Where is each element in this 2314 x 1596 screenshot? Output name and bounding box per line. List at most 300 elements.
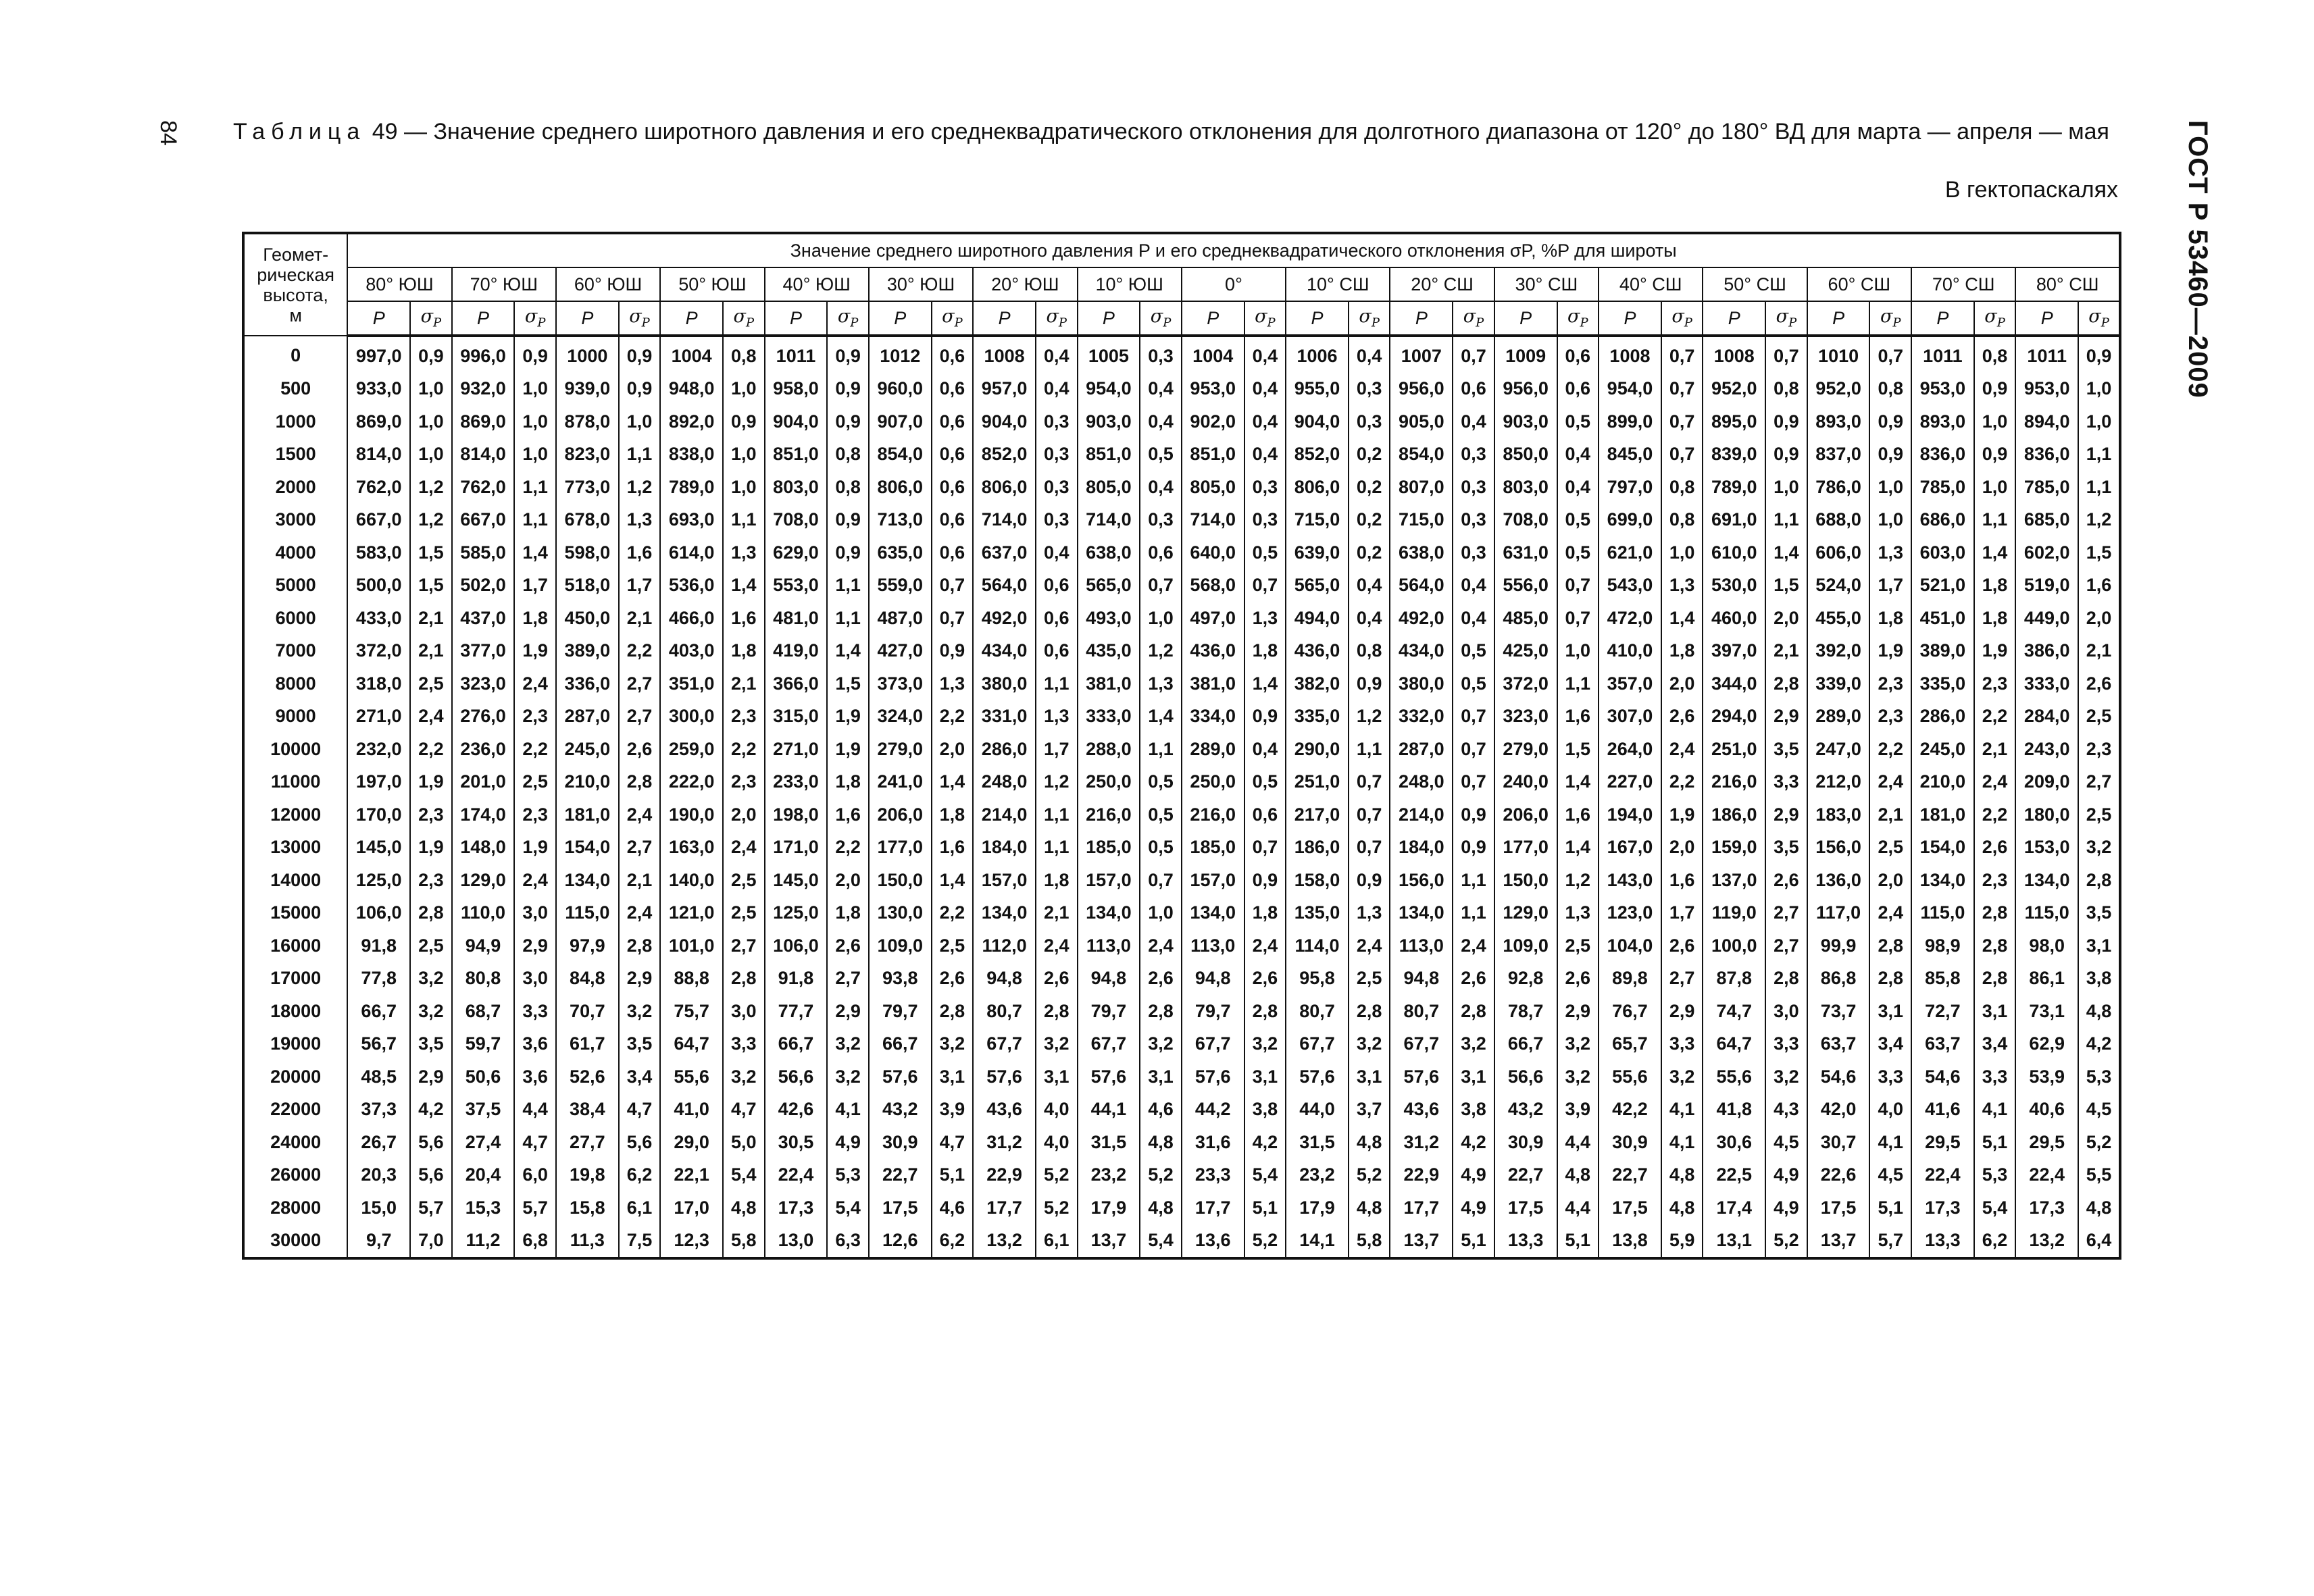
- height-cell: 1500: [243, 438, 347, 471]
- pressure-cell: 635,0: [869, 536, 932, 569]
- sigma-index: P: [954, 315, 963, 330]
- sigma-cell: 1,1: [1036, 831, 1078, 865]
- sigma-cell: 0,9: [2078, 336, 2120, 373]
- pressure-cell: 565,0: [1286, 569, 1349, 602]
- pressure-cell: 125,0: [347, 864, 410, 897]
- sigma-cell: 2,5: [2078, 700, 2120, 733]
- pressure-cell: 568,0: [1182, 569, 1244, 602]
- sigma-cell: 2,7: [827, 962, 869, 996]
- latitude-header: 10° ЮШ: [1078, 267, 1182, 301]
- sigma-cell: 1,2: [2078, 504, 2120, 537]
- pressure-cell: 907,0: [869, 405, 932, 438]
- pressure-cell: 245,0: [556, 733, 619, 766]
- pressure-cell: 487,0: [869, 602, 932, 635]
- pressure-subheader: P: [660, 301, 723, 336]
- sigma-cell: 0,9: [1349, 864, 1390, 897]
- sigma-cell: 2,6: [1140, 962, 1182, 996]
- pressure-cell: 894,0: [2015, 405, 2078, 438]
- pressure-cell: 20,3: [347, 1159, 410, 1192]
- pressure-cell: 451,0: [1911, 602, 1974, 635]
- pressure-cell: 245,0: [1911, 733, 1974, 766]
- sigma-cell: 0,5: [1453, 667, 1494, 700]
- pressure-cell: 17,7: [1390, 1191, 1453, 1225]
- sigma-cell: 0,5: [1140, 798, 1182, 831]
- pressure-cell: 960,0: [869, 373, 932, 406]
- pressure-cell: 41,8: [1703, 1093, 1765, 1127]
- sigma-cell: 3,2: [1140, 1028, 1182, 1061]
- pressure-cell: 318,0: [347, 667, 410, 700]
- pressure-cell: 134,0: [973, 897, 1036, 930]
- pressure-cell: 153,0: [2015, 831, 2078, 865]
- pressure-cell: 543,0: [1599, 569, 1661, 602]
- sigma-cell: 0,4: [1036, 373, 1078, 406]
- pressure-cell: 17,3: [2015, 1191, 2078, 1225]
- sigma-cell: 0,7: [1349, 766, 1390, 799]
- pressure-cell: 996,0: [452, 336, 515, 373]
- pressure-table: [242, 232, 2121, 1260]
- sigma-symbol: σ: [1359, 306, 1372, 328]
- pressure-cell: 94,8: [1078, 962, 1140, 996]
- sigma-cell: 0,7: [1557, 602, 1599, 635]
- sigma-cell: 2,6: [1557, 962, 1599, 996]
- pressure-cell: 80,7: [973, 995, 1036, 1028]
- sigma-cell: 0,6: [932, 471, 974, 504]
- sigma-cell: 4,5: [1765, 1126, 1807, 1159]
- pressure-cell: 518,0: [556, 569, 619, 602]
- corner-line: Геомет-: [263, 244, 329, 265]
- sigma-cell: 2,5: [410, 667, 452, 700]
- pressure-cell: 714,0: [1182, 504, 1244, 537]
- sigma-cell: 3,2: [619, 995, 661, 1028]
- sigma-cell: 1,1: [1453, 864, 1494, 897]
- pressure-cell: 1006: [1286, 336, 1349, 373]
- table-row: [243, 536, 2120, 569]
- height-cell: 13000: [243, 831, 347, 865]
- pressure-cell: 12,6: [869, 1225, 932, 1259]
- pressure-cell: 893,0: [1911, 405, 1974, 438]
- sigma-cell: 1,0: [514, 438, 556, 471]
- pressure-cell: 129,0: [452, 864, 515, 897]
- sigma-cell: 0,3: [1453, 438, 1494, 471]
- sigma-cell: 2,6: [1244, 962, 1286, 996]
- pressure-cell: 134,0: [1078, 897, 1140, 930]
- sigma-cell: 3,2: [1349, 1028, 1390, 1061]
- pressure-cell: 715,0: [1286, 504, 1349, 537]
- sigma-cell: 2,4: [1869, 897, 1911, 930]
- sigma-cell: 0,4: [1244, 405, 1286, 438]
- sigma-cell: 2,8: [1036, 995, 1078, 1028]
- height-cell: 8000: [243, 667, 347, 700]
- subheader-row: [243, 301, 2120, 336]
- sigma-symbol: σ: [524, 306, 538, 328]
- sigma-cell: 2,8: [1349, 995, 1390, 1028]
- sigma-cell: 0,4: [1557, 471, 1599, 504]
- sigma-cell: 4,9: [1453, 1191, 1494, 1225]
- sigma-cell: 4,1: [1974, 1093, 2016, 1127]
- sigma-cell: 1,4: [514, 536, 556, 569]
- sigma-index: P: [433, 315, 442, 330]
- pressure-cell: 631,0: [1494, 536, 1557, 569]
- sigma-cell: 4,4: [1557, 1126, 1599, 1159]
- pressure-cell: 932,0: [452, 373, 515, 406]
- pressure-cell: 839,0: [1703, 438, 1765, 471]
- sigma-cell: 2,2: [514, 733, 556, 766]
- sigma-cell: 0,4: [1244, 733, 1286, 766]
- sigma-cell: 2,4: [619, 897, 661, 930]
- table-row: [243, 897, 2120, 930]
- pressure-cell: 43,6: [1390, 1093, 1453, 1127]
- pressure-cell: 854,0: [869, 438, 932, 471]
- height-cell: 17000: [243, 962, 347, 996]
- pressure-cell: 79,7: [1182, 995, 1244, 1028]
- sigma-cell: 4,4: [1557, 1191, 1599, 1225]
- pressure-cell: 27,7: [556, 1126, 619, 1159]
- sigma-cell: 7,5: [619, 1225, 661, 1259]
- pressure-cell: 80,8: [452, 962, 515, 996]
- sigma-cell: 2,7: [723, 929, 765, 962]
- height-cell: 20000: [243, 1060, 347, 1093]
- pressure-cell: 158,0: [1286, 864, 1349, 897]
- pressure-cell: 186,0: [1286, 831, 1349, 865]
- pressure-cell: 123,0: [1599, 897, 1661, 930]
- sigma-cell: 3,1: [1036, 1060, 1078, 1093]
- pressure-cell: 115,0: [2015, 897, 2078, 930]
- sigma-cell: 5,6: [619, 1126, 661, 1159]
- sigma-cell: 1,4: [1661, 602, 1703, 635]
- pressure-cell: 1009: [1494, 336, 1557, 373]
- sigma-cell: 1,5: [827, 667, 869, 700]
- pressure-cell: 952,0: [1807, 373, 1870, 406]
- table-row: [243, 1028, 2120, 1061]
- sigma-cell: 3,1: [1244, 1060, 1286, 1093]
- pressure-cell: 494,0: [1286, 602, 1349, 635]
- pressure-cell: 958,0: [765, 373, 828, 406]
- sigma-cell: 0,5: [1453, 635, 1494, 668]
- pressure-cell: 13,7: [1390, 1225, 1453, 1259]
- sigma-cell: 4,7: [723, 1093, 765, 1127]
- pressure-cell: 129,0: [1494, 897, 1557, 930]
- sigma-cell: 5,0: [723, 1126, 765, 1159]
- pressure-cell: 157,0: [973, 864, 1036, 897]
- pressure-cell: 904,0: [765, 405, 828, 438]
- sigma-cell: 4,0: [1036, 1093, 1078, 1127]
- sigma-cell: 3,4: [1869, 1028, 1911, 1061]
- pressure-cell: 13,1: [1703, 1225, 1765, 1259]
- pressure-cell: 29,5: [1911, 1126, 1974, 1159]
- sigma-cell: 5,9: [1661, 1225, 1703, 1259]
- pressure-cell: 11,2: [452, 1225, 515, 1259]
- sigma-cell: 1,1: [1140, 733, 1182, 766]
- pressure-cell: 372,0: [1494, 667, 1557, 700]
- sigma-cell: 2,4: [514, 667, 556, 700]
- pressure-cell: 29,0: [660, 1126, 723, 1159]
- pressure-cell: 333,0: [1078, 700, 1140, 733]
- pressure-cell: 621,0: [1599, 536, 1661, 569]
- pressure-cell: 64,7: [660, 1028, 723, 1061]
- band-header: Значение среднего широтного давления P и его среднеквадратического отклонения σP, %P для широты: [347, 233, 2120, 267]
- sigma-cell: 3,5: [1765, 831, 1807, 865]
- sigma-cell: 1,6: [1557, 700, 1599, 733]
- height-cell: 1000: [243, 405, 347, 438]
- sigma-cell: 1,4: [1244, 667, 1286, 700]
- pressure-subheader: P: [452, 301, 515, 336]
- sigma-cell: 0,3: [1453, 471, 1494, 504]
- pressure-subheader: P: [1494, 301, 1557, 336]
- pressure-cell: 583,0: [347, 536, 410, 569]
- pressure-cell: 389,0: [556, 635, 619, 668]
- pressure-subheader: P: [1182, 301, 1244, 336]
- pressure-cell: 55,6: [1703, 1060, 1765, 1093]
- pressure-subheader: P: [869, 301, 932, 336]
- pressure-cell: 99,9: [1807, 929, 1870, 962]
- pressure-cell: 357,0: [1599, 667, 1661, 700]
- pressure-cell: 154,0: [1911, 831, 1974, 865]
- sigma-cell: 1,3: [932, 667, 974, 700]
- sigma-cell: 4,9: [1453, 1159, 1494, 1192]
- pressure-cell: 15,8: [556, 1191, 619, 1225]
- sigma-cell: 5,2: [1140, 1159, 1182, 1192]
- sigma-cell: 0,4: [1349, 602, 1390, 635]
- pressure-cell: 806,0: [1286, 471, 1349, 504]
- latitude-header: 40° СШ: [1599, 267, 1703, 301]
- sigma-cell: 4,9: [1765, 1159, 1807, 1192]
- sigma-cell: 4,6: [1140, 1093, 1182, 1127]
- pressure-cell: 948,0: [660, 373, 723, 406]
- pressure-cell: 79,7: [1078, 995, 1140, 1028]
- sigma-cell: 1,1: [1974, 504, 2016, 537]
- pressure-cell: 79,7: [869, 995, 932, 1028]
- pressure-cell: 691,0: [1703, 504, 1765, 537]
- sigma-symbol: σ: [1984, 306, 1997, 328]
- table-row: [243, 667, 2120, 700]
- sigma-subheader: [1765, 301, 1807, 336]
- sigma-cell: 2,3: [1869, 667, 1911, 700]
- sigma-cell: 4,8: [2078, 995, 2120, 1028]
- sigma-cell: 0,4: [1349, 336, 1390, 373]
- pressure-cell: 17,4: [1703, 1191, 1765, 1225]
- sigma-cell: 2,4: [1244, 929, 1286, 962]
- table-row: [243, 336, 2120, 373]
- sigma-cell: 1,1: [1349, 733, 1390, 766]
- sigma-index: P: [745, 315, 755, 330]
- sigma-cell: 2,8: [932, 995, 974, 1028]
- sigma-cell: 1,4: [1974, 536, 2016, 569]
- sigma-cell: 2,0: [1869, 864, 1911, 897]
- pressure-cell: 64,7: [1703, 1028, 1765, 1061]
- sigma-cell: 0,3: [1244, 471, 1286, 504]
- pressure-cell: 895,0: [1703, 405, 1765, 438]
- pressure-cell: 381,0: [1182, 667, 1244, 700]
- sigma-cell: 3,1: [1869, 995, 1911, 1028]
- pressure-cell: 250,0: [1182, 766, 1244, 799]
- latitude-header: 10° СШ: [1286, 267, 1390, 301]
- latitude-header: 80° СШ: [2015, 267, 2120, 301]
- pressure-cell: 902,0: [1182, 405, 1244, 438]
- sigma-index: P: [1267, 315, 1276, 330]
- sigma-cell: 0,9: [1974, 373, 2016, 406]
- pressure-cell: 22,7: [869, 1159, 932, 1192]
- pressure-cell: 22,5: [1703, 1159, 1765, 1192]
- pressure-cell: 637,0: [973, 536, 1036, 569]
- pressure-cell: 184,0: [973, 831, 1036, 865]
- pressure-cell: 74,7: [1703, 995, 1765, 1028]
- pressure-cell: 43,6: [973, 1093, 1036, 1127]
- pressure-cell: 276,0: [452, 700, 515, 733]
- pressure-cell: 56,6: [1494, 1060, 1557, 1093]
- pressure-cell: 22,7: [1599, 1159, 1661, 1192]
- sigma-cell: 1,5: [410, 536, 452, 569]
- sigma-cell: 4,1: [827, 1093, 869, 1127]
- sigma-cell: 4,8: [1140, 1191, 1182, 1225]
- sigma-cell: 0,6: [932, 373, 974, 406]
- latitude-header: 60° ЮШ: [556, 267, 660, 301]
- pressure-cell: 217,0: [1286, 798, 1349, 831]
- pressure-cell: 382,0: [1286, 667, 1349, 700]
- sigma-cell: 0,5: [1244, 536, 1286, 569]
- sigma-cell: 3,2: [723, 1060, 765, 1093]
- pressure-cell: 17,5: [1807, 1191, 1870, 1225]
- pressure-cell: 294,0: [1703, 700, 1765, 733]
- pressure-cell: 852,0: [973, 438, 1036, 471]
- pressure-cell: 715,0: [1390, 504, 1453, 537]
- pressure-cell: 524,0: [1807, 569, 1870, 602]
- sigma-cell: 4,8: [2078, 1191, 2120, 1225]
- sigma-cell: 2,1: [410, 602, 452, 635]
- sigma-cell: 4,2: [1244, 1126, 1286, 1159]
- sigma-cell: 0,7: [1661, 336, 1703, 373]
- sigma-cell: 2,0: [1661, 667, 1703, 700]
- pressure-cell: 55,6: [660, 1060, 723, 1093]
- sigma-cell: 2,0: [827, 864, 869, 897]
- sigma-cell: 3,4: [1974, 1028, 2016, 1061]
- sigma-cell: 0,9: [827, 405, 869, 438]
- pressure-cell: 56,7: [347, 1028, 410, 1061]
- sigma-cell: 0,8: [1765, 373, 1807, 406]
- sigma-cell: 2,4: [1661, 733, 1703, 766]
- pressure-cell: 44,0: [1286, 1093, 1349, 1127]
- pressure-cell: 66,7: [1494, 1028, 1557, 1061]
- pressure-cell: 564,0: [1390, 569, 1453, 602]
- sigma-cell: 0,3: [1244, 504, 1286, 537]
- sigma-cell: 5,7: [410, 1191, 452, 1225]
- sigma-cell: 3,7: [1349, 1093, 1390, 1127]
- pressure-cell: 156,0: [1807, 831, 1870, 865]
- sigma-cell: 1,1: [723, 504, 765, 537]
- pressure-cell: 87,8: [1703, 962, 1765, 996]
- pressure-cell: 805,0: [1182, 471, 1244, 504]
- pressure-cell: 210,0: [556, 766, 619, 799]
- pressure-cell: 92,8: [1494, 962, 1557, 996]
- pressure-cell: 13,7: [1807, 1225, 1870, 1259]
- sigma-cell: 2,0: [1765, 602, 1807, 635]
- sigma-cell: 0,6: [932, 438, 974, 471]
- sigma-cell: 1,0: [410, 405, 452, 438]
- pressure-cell: 157,0: [1078, 864, 1140, 897]
- sigma-cell: 1,3: [1244, 602, 1286, 635]
- sigma-cell: 4,1: [1869, 1126, 1911, 1159]
- sigma-cell: 1,1: [1036, 667, 1078, 700]
- sigma-cell: 0,7: [1453, 700, 1494, 733]
- pressure-cell: 78,7: [1494, 995, 1557, 1028]
- height-cell: 24000: [243, 1126, 347, 1159]
- sigma-cell: 0,3: [1140, 336, 1182, 373]
- pressure-cell: 366,0: [765, 667, 828, 700]
- sigma-cell: 2,3: [514, 700, 556, 733]
- pressure-cell: 602,0: [2015, 536, 2078, 569]
- sigma-cell: 5,2: [2078, 1126, 2120, 1159]
- pressure-cell: 455,0: [1807, 602, 1870, 635]
- sigma-cell: 1,9: [1869, 635, 1911, 668]
- sigma-symbol: σ: [1463, 306, 1476, 328]
- sigma-cell: 2,3: [723, 700, 765, 733]
- pressure-cell: 80,7: [1286, 995, 1349, 1028]
- pressure-cell: 997,0: [347, 336, 410, 373]
- pressure-cell: 502,0: [452, 569, 515, 602]
- pressure-cell: 44,2: [1182, 1093, 1244, 1127]
- pressure-cell: 17,9: [1286, 1191, 1349, 1225]
- pressure-cell: 98,0: [2015, 929, 2078, 962]
- table-row: [243, 1225, 2120, 1259]
- sigma-cell: 2,6: [619, 733, 661, 766]
- sigma-cell: 0,3: [1140, 504, 1182, 537]
- sigma-cell: 0,9: [1869, 438, 1911, 471]
- pressure-cell: 838,0: [660, 438, 723, 471]
- sigma-cell: 2,8: [1140, 995, 1182, 1028]
- pressure-cell: 136,0: [1807, 864, 1870, 897]
- sigma-cell: 1,9: [410, 766, 452, 799]
- sigma-cell: 2,4: [1974, 766, 2016, 799]
- table-row: [243, 1126, 2120, 1159]
- sigma-cell: 2,6: [1661, 700, 1703, 733]
- sigma-cell: 1,6: [723, 602, 765, 635]
- sigma-cell: 1,0: [2078, 373, 2120, 406]
- pressure-cell: 481,0: [765, 602, 828, 635]
- sigma-cell: 1,0: [723, 471, 765, 504]
- pressure-subheader: P: [765, 301, 828, 336]
- sigma-subheader: [1244, 301, 1286, 336]
- sigma-cell: 1,8: [1244, 635, 1286, 668]
- pressure-cell: 271,0: [347, 700, 410, 733]
- sigma-cell: 4,1: [1661, 1093, 1703, 1127]
- pressure-cell: 287,0: [556, 700, 619, 733]
- sigma-cell: 2,8: [1765, 667, 1807, 700]
- pressure-cell: 713,0: [869, 504, 932, 537]
- pressure-cell: 89,8: [1599, 962, 1661, 996]
- sigma-cell: 2,1: [410, 635, 452, 668]
- pressure-cell: 66,7: [869, 1028, 932, 1061]
- pressure-cell: 1012: [869, 336, 932, 373]
- pressure-cell: 893,0: [1807, 405, 1870, 438]
- sigma-subheader: [514, 301, 556, 336]
- sigma-cell: 3,2: [1557, 1060, 1599, 1093]
- sigma-cell: 2,4: [723, 831, 765, 865]
- pressure-cell: 836,0: [1911, 438, 1974, 471]
- pressure-cell: 140,0: [660, 864, 723, 897]
- pressure-cell: 42,6: [765, 1093, 828, 1127]
- height-cell: 16000: [243, 929, 347, 962]
- sigma-cell: 2,9: [1557, 995, 1599, 1028]
- pressure-cell: 113,0: [1182, 929, 1244, 962]
- height-cell: 2000: [243, 471, 347, 504]
- sigma-cell: 1,1: [514, 471, 556, 504]
- pressure-cell: 500,0: [347, 569, 410, 602]
- pressure-cell: 31,5: [1286, 1126, 1349, 1159]
- sigma-cell: 4,3: [1765, 1093, 1807, 1127]
- sigma-cell: 1,8: [1974, 569, 2016, 602]
- sigma-cell: 4,8: [1349, 1126, 1390, 1159]
- sigma-cell: 1,8: [1036, 864, 1078, 897]
- pressure-cell: 803,0: [1494, 471, 1557, 504]
